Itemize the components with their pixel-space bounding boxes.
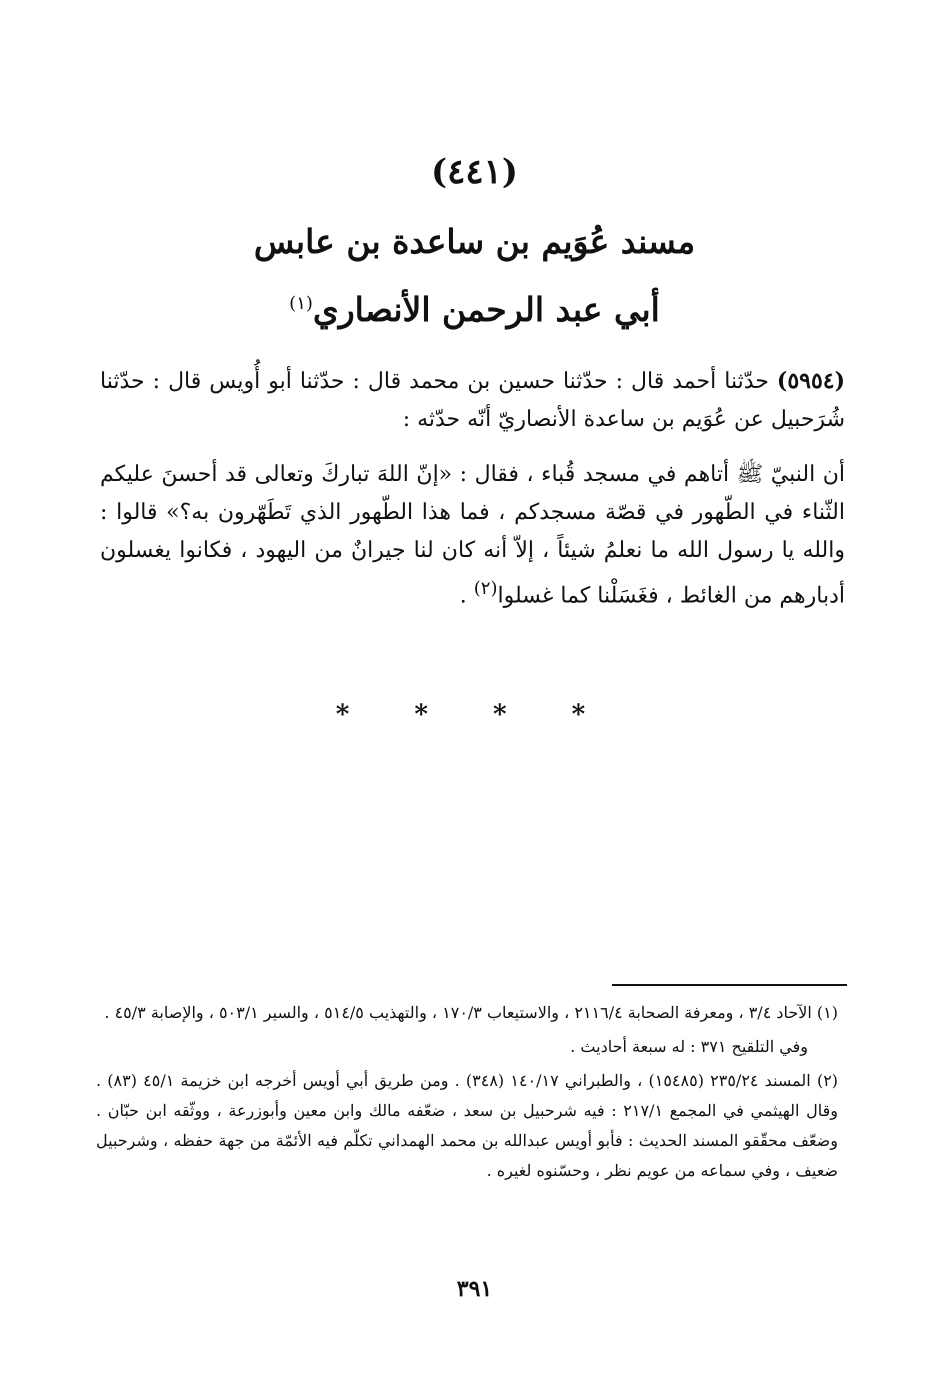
matn-text: أن النبيّ ﷺ أتاهم في مسجد قُباء ، فقال : «إنّ اللهَ تباركَ وتعالى قد أحسنَ عليكم الثّناء في الطّهور في قصّة مسجدكم ، فما هذا الطّهور الذي تَطَهّرون به؟» قالوا : والله يا رسول الله ما نعلمُ شيئاً ، إلاّ أنه كان لنا جيرانٌ من اليهود ، فكانوا يغسلون أدبارهم من الغائط ، فغَسَلْنا كما غسلوا: [100, 462, 845, 609]
matn-footnote-ref[interactable]: (٢): [473, 578, 498, 599]
hadith-matn: [100, 456, 845, 615]
chapter-number: (٤٤١): [431, 152, 518, 192]
footnote-1-note: وفي التلقيح ٣٧١ : له سبعة أحاديث .: [570, 1037, 808, 1056]
title-footnote-ref[interactable]: (١): [289, 293, 313, 314]
hadith-isnad: [100, 362, 845, 439]
chapter-title-line2: [0, 290, 949, 329]
footnote-divider: [612, 984, 847, 986]
section-separator: * * * *: [335, 700, 614, 730]
chapter-title-line1: مسند عُوَيم بن ساعدة بن عابس: [253, 222, 696, 261]
footnotes-section: [96, 998, 838, 1190]
footnote-1: (١) الآحاد ٣/٤ ، ومعرفة الصحابة ٢١١٦/٤ ، والاستيعاب ١٧٠/٣ ، والتهذيب ٥١٤/٥ ، والسير ٥٠٣/١ ، والإصابة ٤٥/٣ .: [104, 1003, 838, 1022]
isnad-text: حدّثنا أحمد قال : حدّثنا حسين بن محمد قال : حدّثنا أبو أُويس قال : حدّثنا شُرَحبيل عن عُوَيم بن ساعدة الأنصاريّ أنّه حدّثه :: [100, 369, 845, 432]
matn-end: .: [459, 583, 474, 609]
footnote-2: (٢) المسند ٢٣٥/٢٤ (١٥٤٨٥) ، والطبراني ١٤٠/١٧ (٣٤٨) . ومن طريق أبي أويس أخرجه ابن خزيمة ٤٥/١ (٨٣) . وقال الهيثمي في المجمع ٢١٧/١ : فيه شرحبيل بن سعد ، ضعّفه مالك وابن معين وأبوزرعة ، ووثّقه ابن حبّان . وضعّف محقّقو المسند الحديث : فأبو أويس عبدالله بن محمد الهمداني تكلّم فيه الأئمّة من جهة حفظه ، وشرحبيل ضعيف ، وفي سماعه من عويم نظر ، وحسّنوه لغيره .: [96, 1071, 839, 1180]
hadith-number: (٥٩٥٤): [776, 368, 845, 394]
chapter-title-text: أبي عبد الرحمن الأنصاري: [312, 290, 660, 329]
page-number: ٣٩١: [456, 1276, 493, 1302]
